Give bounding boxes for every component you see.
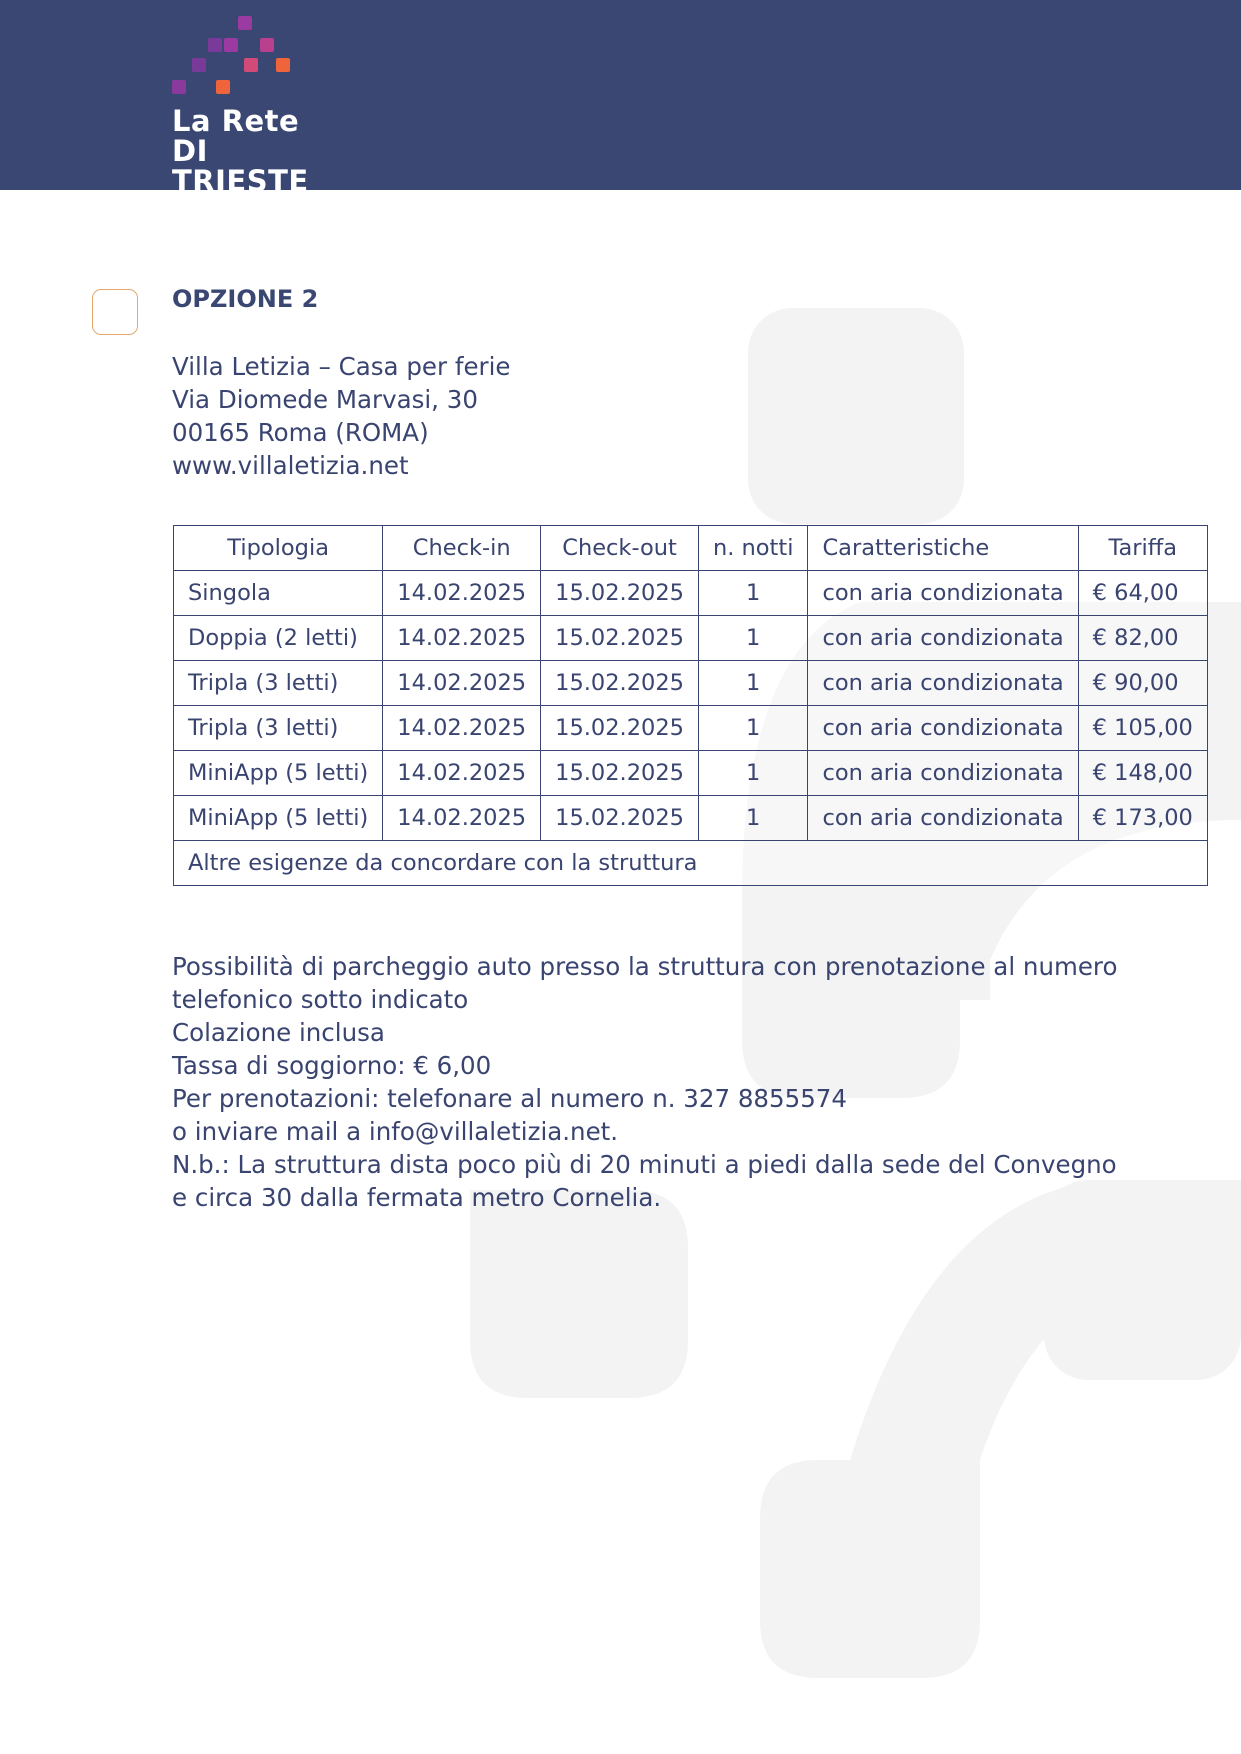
note-line: N.b.: La struttura dista poco più di 20 minuti a piedi dalla sede del Convegno (172, 1150, 1117, 1179)
brand-logo (172, 14, 342, 198)
table-row (174, 571, 1208, 616)
cell-tariffa: € 148,00 (1078, 751, 1207, 796)
note-line: Tassa di soggiorno: € 6,00 (172, 1051, 492, 1080)
cell-check-out: 15.02.2025 (541, 616, 699, 661)
cell-check-out: 15.02.2025 (541, 796, 699, 841)
rates-table (173, 525, 1208, 886)
cell-check-out: 15.02.2025 (541, 706, 699, 751)
logo-mark-icon (172, 14, 302, 104)
cell-check-out: 15.02.2025 (541, 751, 699, 796)
venue-address (172, 350, 510, 482)
table-row (174, 661, 1208, 706)
header-tipologia: Tipologia (174, 526, 383, 571)
cell-caratteristiche: con aria condizionata (808, 796, 1078, 841)
option-title: OPZIONE 2 (172, 285, 319, 313)
cell-check-out: 15.02.2025 (541, 661, 699, 706)
logo-line-1: La Rete (172, 104, 300, 138)
cell-tariffa: € 64,00 (1078, 571, 1207, 616)
table-row (174, 751, 1208, 796)
logo-wordmark (172, 106, 342, 196)
notes-block (172, 950, 1118, 1214)
header-tariffa: Tariffa (1078, 526, 1207, 571)
table-footer-note: Altre esigenze da concordare con la struttura (174, 841, 1208, 886)
venue-name: Villa Letizia – Casa per ferie (172, 352, 511, 381)
cell-caratteristiche: con aria condizionata (808, 751, 1078, 796)
note-line: Per prenotazioni: telefonare al numero n. 327 8855574 (172, 1084, 847, 1113)
cell-tipologia: Doppia (2 letti) (174, 616, 383, 661)
cell-check-in: 14.02.2025 (383, 616, 541, 661)
cell-tariffa: € 82,00 (1078, 616, 1207, 661)
cell-tipologia: Tripla (3 letti) (174, 661, 383, 706)
cell-caratteristiche: con aria condizionata (808, 616, 1078, 661)
option-checkbox[interactable] (92, 289, 138, 335)
note-line: Possibilità di parcheggio auto presso la struttura con prenotazione al numero (172, 952, 1118, 981)
table-row (174, 796, 1208, 841)
cell-caratteristiche: con aria condizionata (808, 661, 1078, 706)
cell-check-in: 14.02.2025 (383, 661, 541, 706)
header-check-in: Check-in (383, 526, 541, 571)
cell-notti: 1 (698, 706, 808, 751)
cell-check-in: 14.02.2025 (383, 796, 541, 841)
cell-notti: 1 (698, 661, 808, 706)
cell-notti: 1 (698, 616, 808, 661)
cell-caratteristiche: con aria condizionata (808, 571, 1078, 616)
cell-tipologia: MiniApp (5 letti) (174, 796, 383, 841)
venue-website[interactable]: www.villaletizia.net (172, 451, 409, 480)
cell-notti: 1 (698, 571, 808, 616)
cell-notti: 1 (698, 751, 808, 796)
header-check-out: Check-out (541, 526, 699, 571)
cell-caratteristiche: con aria condizionata (808, 706, 1078, 751)
note-line: telefonico sotto indicato (172, 985, 469, 1014)
note-line: o inviare mail a info@villaletizia.net. (172, 1117, 619, 1146)
table-row (174, 616, 1208, 661)
cell-tipologia: Singola (174, 571, 383, 616)
note-line: e circa 30 dalla fermata metro Cornelia. (172, 1183, 662, 1212)
header-banner (0, 0, 1241, 198)
table-header-row (174, 526, 1208, 571)
cell-notti: 1 (698, 796, 808, 841)
cell-check-in: 14.02.2025 (383, 751, 541, 796)
cell-tariffa: € 105,00 (1078, 706, 1207, 751)
cell-check-in: 14.02.2025 (383, 571, 541, 616)
header-notti: n. notti (698, 526, 808, 571)
cell-tariffa: € 90,00 (1078, 661, 1207, 706)
venue-city: 00165 Roma (ROMA) (172, 418, 429, 447)
cell-tipologia: MiniApp (5 letti) (174, 751, 383, 796)
cell-check-in: 14.02.2025 (383, 706, 541, 751)
table-row (174, 706, 1208, 751)
cell-tipologia: Tripla (3 letti) (174, 706, 383, 751)
cell-check-out: 15.02.2025 (541, 571, 699, 616)
venue-street: Via Diomede Marvasi, 30 (172, 385, 478, 414)
cell-tariffa: € 173,00 (1078, 796, 1207, 841)
logo-line-2: DI TRIESTE (172, 134, 309, 198)
table-footer-row (174, 841, 1208, 886)
note-line: Colazione inclusa (172, 1018, 385, 1047)
header-caratteristiche: Caratteristiche (808, 526, 1078, 571)
